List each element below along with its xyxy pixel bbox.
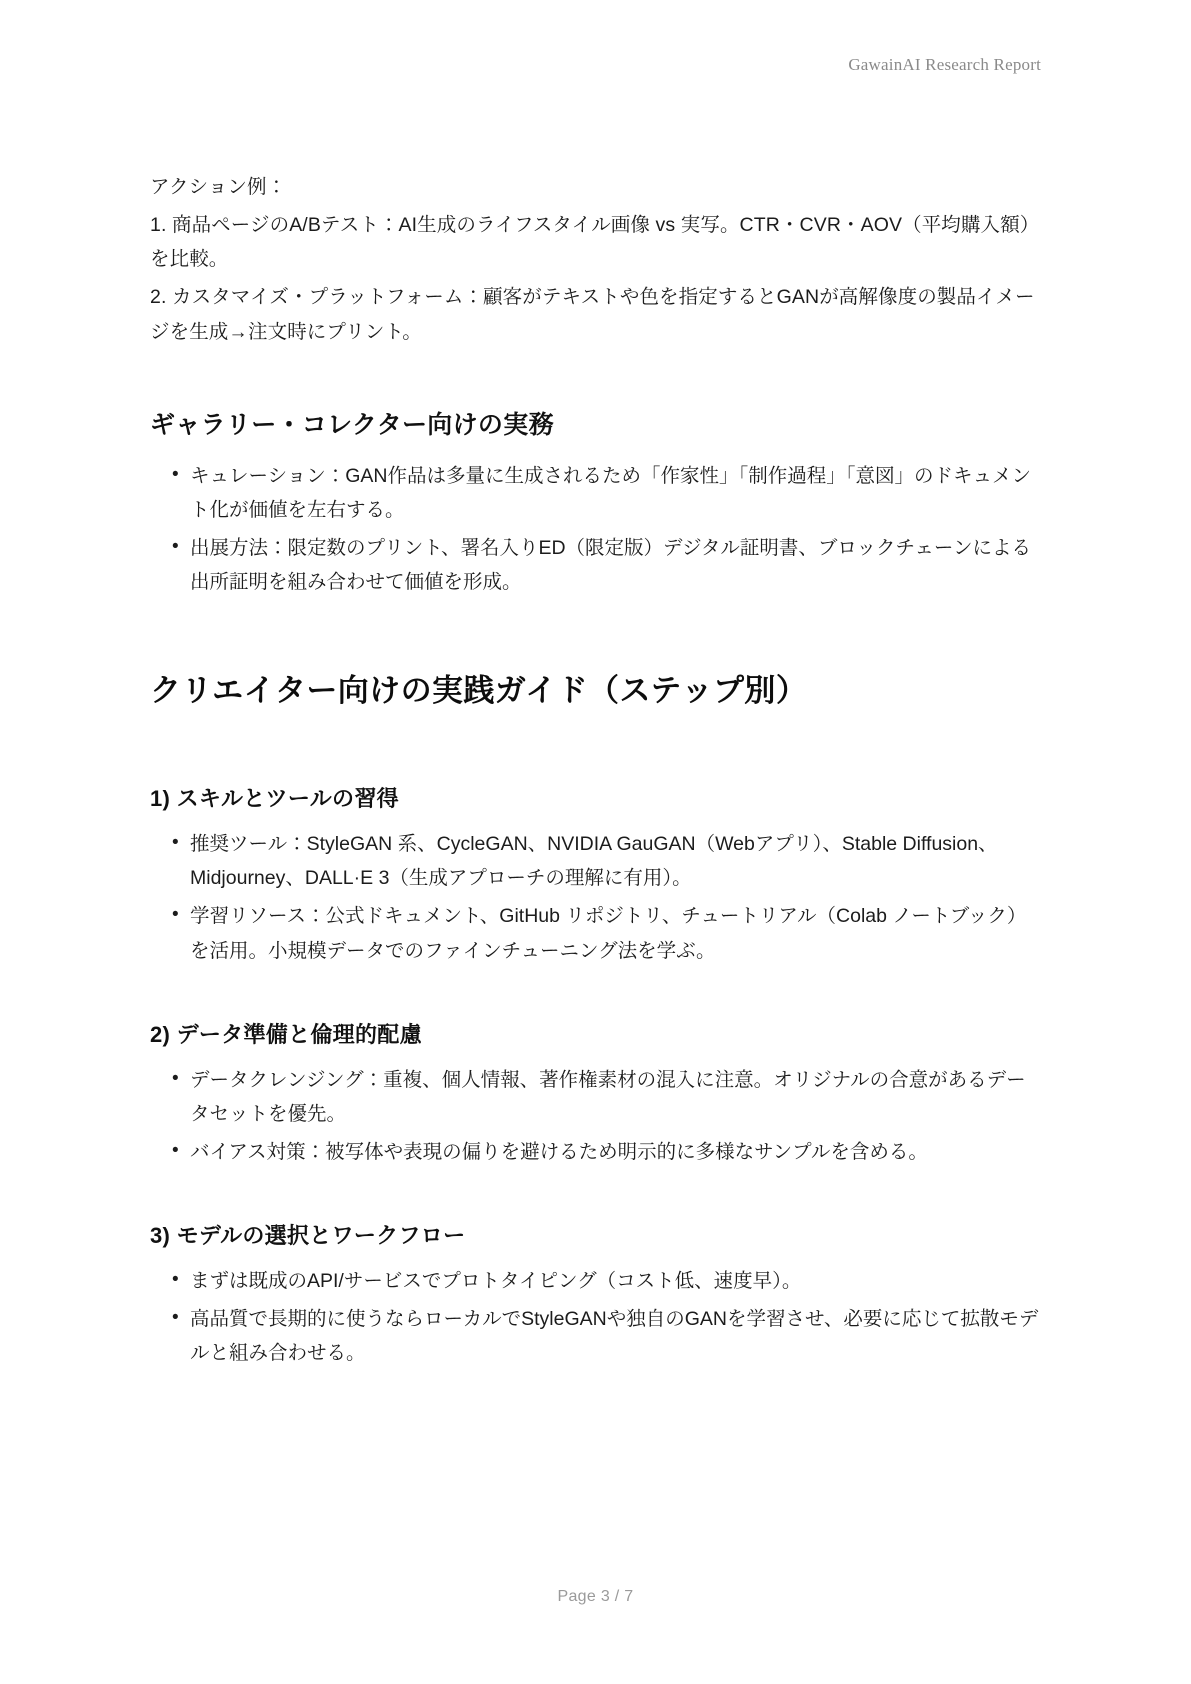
step-heading-1: 1) スキルとツールの習得 (150, 786, 399, 812)
step-heading-3: 3) モデルの選択とワークフロー (150, 1223, 466, 1248)
list-item: • 学習リソース：公式ドキュメント、GitHub リポジトリ、チュートリアル（Colab ノートブック）を活用。小規模データでのファインチューニング法を学ぶ。 (168, 899, 1040, 967)
step-heading-2: 2) データ準備と倫理的配慮 (150, 1021, 422, 1047)
spacer (150, 720, 1040, 782)
page-header: GawainAI Research Report (848, 55, 1041, 74)
action-example-1: 1. 商品ページのA/Bテスト：AI生成のライフスタイル画像 vs 実写。CTR・CVR・AOV（平均購入額）を比較。 (150, 214, 1040, 271)
list-item: • 推奨ツール：StyleGAN 系、CycleGAN、NVIDIA GauGAN（Webアプリ）、Stable Diffusion、Midjourney、DALL·E 3（生成アプローチの理解に有用）。 (168, 827, 1040, 895)
document-content (150, 170, 1040, 1374)
page-footer: Page 3 / 7 (557, 1588, 634, 1605)
spacer (150, 603, 1040, 665)
list-item: • 高品質で長期的に使うならローカルでStyleGANや独自のGANを学習させ、必要に応じて拡散モデルと組み合わせる。 (168, 1302, 1040, 1370)
step-3-bullet-list (150, 1264, 1040, 1370)
spacer (150, 972, 1040, 1018)
section-heading-gallery: ギャラリー・コレクター向けの実務 (150, 410, 554, 439)
spacer (150, 359, 1040, 405)
list-item: • バイアス対策：被写体や表現の偏りを避けるため明示的に多様なサンプルを含める。 (168, 1135, 1040, 1169)
list-item: • まずは既成のAPI/サービスでプロトタイピング（コスト低、速度早）。 (168, 1264, 1040, 1298)
list-item: • データクレンジング：重複、個人情報、著作権素材の混入に注意。オリジナルの合意があるデータセットを優先。 (168, 1063, 1040, 1131)
gallery-bullet-list (150, 459, 1040, 600)
step-2-bullet-list (150, 1063, 1040, 1169)
list-item: • 出展方法：限定数のプリント、署名入りED（限定版）デジタル証明書、ブロックチェーンによる出所証明を組み合わせて価値を形成。 (168, 531, 1040, 599)
action-example-2: 2. カスタマイズ・プラットフォーム：顧客がテキストや色を指定するとGANが高解像度の製品イメージを生成→注文時にプリント。 (150, 286, 1035, 343)
step-1-bullet-list (150, 827, 1040, 968)
page-title: クリエイター向けの実践ガイド（ステップ別） (150, 673, 808, 709)
spacer (150, 1173, 1040, 1219)
action-examples-label: アクション例： (150, 176, 287, 198)
list-item: • キュレーション：GAN作品は多量に生成されるため「作家性」「制作過程」「意図」のドキュメント化が価値を左右する。 (168, 459, 1040, 527)
